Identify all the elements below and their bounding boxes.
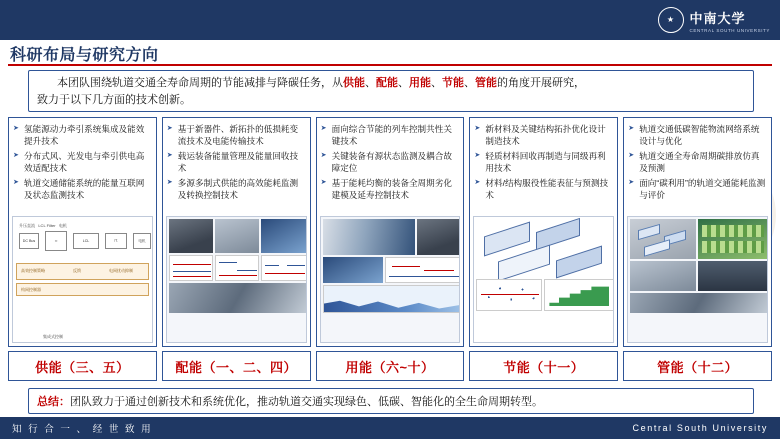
column-gongneng[interactable] xyxy=(8,117,157,347)
list-item: ➤ 轨道交通储能系统的能量互联网及状态监测技术 xyxy=(13,177,152,202)
column-guanneng[interactable] xyxy=(623,117,772,347)
list-item: ➤ 面向综合节能的列车控制共性关键技术 xyxy=(321,123,460,148)
title-bar xyxy=(0,40,780,66)
column-yongneng[interactable] xyxy=(316,117,465,347)
column-3-bullets xyxy=(317,118,464,216)
intro-sep-1: 、 xyxy=(365,77,376,89)
logistics-yard-and-battery-rack-photos xyxy=(627,216,768,343)
footer-motto-en: Central South University xyxy=(632,423,768,433)
list-item: ➤ 材料/结构服役性能表征与预测技术 xyxy=(474,177,613,202)
label-yongneng[interactable]: 用能（六~十） xyxy=(316,351,465,381)
university-crest-icon: ★ xyxy=(658,7,684,33)
intro-highlight-0: 供能 xyxy=(343,77,365,89)
train-photo-and-energy-profile-chart xyxy=(320,216,461,343)
intro-suffix: 的角度开展研究， xyxy=(497,77,585,89)
intro-line-2: 致力于以下几方面的技术创新。 xyxy=(37,94,191,106)
column-jieneng[interactable] xyxy=(469,117,618,347)
container-yard-photo xyxy=(630,261,696,291)
university-name-cn: 中南大学 xyxy=(689,10,746,26)
list-item: ➤ 基于新器件、新拓扑的低损耗变流技术及电能传输技术 xyxy=(167,123,306,148)
cabinet-photo xyxy=(215,219,259,253)
list-item: ➤ 氢能源动力牵引系统集成及能效提升技术 xyxy=(13,123,152,148)
slide-footer xyxy=(0,417,780,439)
column-peineng[interactable] xyxy=(162,117,311,347)
energy-consumption-area-chart xyxy=(323,285,461,313)
list-item: ➤ 多源多制式供能的高效能耗监测及转换控制技术 xyxy=(167,177,306,202)
logistics-network-model xyxy=(630,219,696,259)
summary-box xyxy=(28,388,754,414)
label-guanneng[interactable]: 管能（十二） xyxy=(623,351,772,381)
high-speed-train-photo xyxy=(323,219,415,255)
intro-sep-4: 、 xyxy=(464,77,475,89)
footer-motto-cn: 知 行 合 一 、 经 世 致 用 xyxy=(12,424,153,435)
column-2-bullets xyxy=(163,118,310,216)
column-4-bullets xyxy=(470,118,617,216)
fatigue-sine-chart xyxy=(476,279,542,311)
waveform-chart-b xyxy=(215,255,259,281)
summary-lead: 总结： xyxy=(37,396,70,408)
intro-highlight-1: 配能 xyxy=(376,77,398,89)
train-cabin-photo xyxy=(417,219,461,255)
column-5-bullets xyxy=(624,118,771,216)
list-item: ➤ 关键装备有源状态监测及耦合故障定位 xyxy=(321,150,460,175)
energy-storage-cabinet-photo xyxy=(698,261,768,291)
list-item: ➤ 新材料及关键结构拓扑优化设计制造技术 xyxy=(474,123,613,148)
label-jieneng[interactable]: 节能（十一） xyxy=(469,351,618,381)
university-logo xyxy=(658,7,771,33)
intro-highlight-3: 节能 xyxy=(442,77,464,89)
lightweight-structure-models-and-step-chart xyxy=(473,216,614,343)
list-item: ➤ 分布式风、光发电与牵引供电高效适配技术 xyxy=(13,150,152,175)
intro-line-1 xyxy=(37,75,745,92)
battery-rack-photo xyxy=(698,219,768,259)
category-label-row xyxy=(8,351,772,381)
structure-model-d xyxy=(556,246,602,279)
list-item: ➤ 轻质材料回收再制造与同级再利用技术 xyxy=(474,150,613,175)
list-item: ➤ 载运装备能量管理及能量回收技术 xyxy=(167,150,306,175)
structure-model-b xyxy=(536,218,580,250)
waveform-chart-c xyxy=(261,255,307,281)
list-item: ➤ 面向“碳利用”的轨道交通能耗监测与评价 xyxy=(628,177,767,202)
list-item: ➤ 轨道交通全寿命周期碳排放仿真及预测 xyxy=(628,150,767,175)
label-gongneng[interactable]: 供能（三、五） xyxy=(8,351,157,381)
list-item: ➤ 轨道交通低碳智能物流网络系统设计与优化 xyxy=(628,123,767,148)
freight-rail-photo xyxy=(630,293,768,313)
converter-bench-photo xyxy=(169,283,307,313)
intro-highlight-4: 管能 xyxy=(475,77,497,89)
waveform-chart-a xyxy=(169,255,213,281)
step-response-chart xyxy=(544,279,614,311)
equipment-photo xyxy=(169,219,213,253)
slide-header xyxy=(0,0,780,40)
research-columns xyxy=(8,117,772,347)
structure-model-c xyxy=(498,245,550,282)
intro-highlight-2: 用能 xyxy=(409,77,431,89)
traction-power-circuit-diagram: DC Bus ≃ LCL ☈ 电机 升压直流 LCL Filter 电机 高效控制策略 反馈 电网扰动抑制 构网控制器 集成式控制 xyxy=(12,216,153,343)
control-room-photo xyxy=(261,219,307,253)
title-divider xyxy=(8,64,772,66)
intro-box xyxy=(28,70,754,112)
page-title: 科研布局与研究方向 xyxy=(10,46,159,64)
train-model-render xyxy=(323,257,383,283)
intro-sep-3: 、 xyxy=(431,77,442,89)
column-1-bullets xyxy=(9,118,156,216)
intro-prefix: 本团队围绕轨道交通全寿命周期的节能减排与降碳任务，从 xyxy=(57,77,343,89)
speed-profile-chart xyxy=(385,257,461,283)
converter-waveform-and-equipment-photos xyxy=(166,216,307,343)
summary-text: 团队致力于通过创新技术和系统优化，推动轨道交通实现绿色、低碳、智能化的全生命周期转型。 xyxy=(70,396,543,408)
intro-sep-2: 、 xyxy=(398,77,409,89)
university-name-en: CENTRAL SOUTH UNIVERSITY xyxy=(689,27,770,33)
list-item: ➤ 基于能耗均衡的装备全周期劣化建模及延寿控制技术 xyxy=(321,177,460,202)
label-peineng[interactable]: 配能（一、二、四） xyxy=(162,351,311,381)
structure-model-a xyxy=(484,222,530,257)
